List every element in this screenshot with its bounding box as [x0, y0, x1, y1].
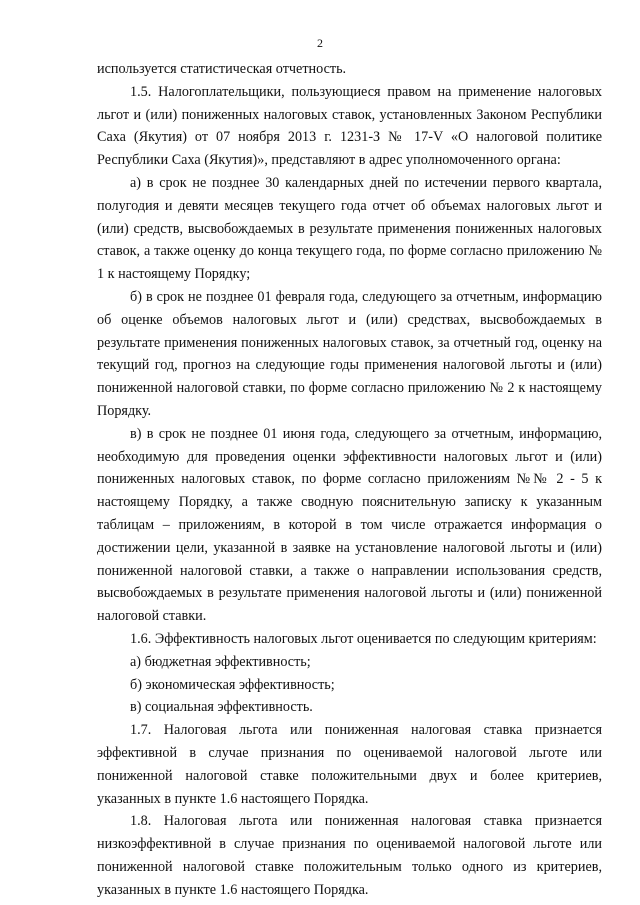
paragraph-1-5: 1.5. Налогоплательщики, пользующиеся правом на применение налоговых льгот и (или) пониженных налоговых ставок, установленных Законом Республики Саха (Якутия) от 07 ноября 2013 г. 1231-З № 17-V «О налоговой политике Республики Саха (Якутия)», представляют в адрес уполномоченного органа: — [97, 83, 602, 169]
document-body — [97, 58, 602, 901]
criterion-economic: б) экономическая эффективность; — [130, 676, 335, 693]
criterion-budget: а) бюджетная эффективность; — [130, 653, 311, 670]
paragraph-1-5-b: б) в срок не позднее 01 февраля года, следующего за отчетным, информацию об оценке объемов налоговых льгот и (или) средствах, высвобождаемых в результате применения пониженных налоговых ставок, за отчетный год, оценку на текущий год, прогноз на следующие годы применения налоговой льготы и (или) пониженной налоговой ставки, по форме согласно приложению № 2 к настоящему Порядку. — [97, 288, 602, 419]
paragraph-1-5-a: а) в срок не позднее 30 календарных дней по истечении первого квартала, полугодия и девяти месяцев текущего года отчет об объемах налоговых льгот и (или) средств, высвобождаемых в результате применения пониженных налоговых ставок, а также оценку до конца текущего года, по форме согласно приложению № 1 к настоящему Порядку; — [97, 174, 602, 283]
paragraph-1-8: 1.8. Налоговая льгота или пониженная налоговая ставка признается низкоэффективной в случае признания по оцениваемой налоговой льготе или пониженной налоговой ставке положительным только одного из критериев, указанных в пункте 1.6 настоящего Порядка. — [97, 813, 602, 898]
paragraph-1-5-c: в) в срок не позднее 01 июня года, следующего за отчетным, информацию, необходимую для проведения оценки эффективности налоговых льгот и (или) пониженных налоговых ставок, по форме согласно приложениям №№ 2 - 5 к настоящему Порядку, а также сводную пояснительную записку к указанным таблицам – приложениям, в которой в том числе отражается информация о достижении цели, указанной в заявке на установление налоговой льготы и (или) пониженной налоговой ставки, а также о направлении использования средств, высвобождаемых в результате применения налоговой льготы и (или) пониженной налоговой ставки. — [97, 425, 602, 625]
page-number: 2 — [317, 36, 323, 50]
paragraph-1-7: 1.7. Налоговая льгота или пониженная налоговая ставка признается эффективной в случае признания по оцениваемой налоговой льготе или пониженной налоговой ставке положительными двух и более критериев, указанных в пункте 1.6 настоящего Порядка. — [97, 722, 602, 807]
paragraph-continuation: используется статистическая отчетность. — [97, 61, 347, 77]
paragraph-1-6: 1.6. Эффективность налоговых льгот оценивается по следующим критериям: — [130, 630, 597, 647]
criterion-social: в) социальная эффективность. — [130, 699, 313, 716]
